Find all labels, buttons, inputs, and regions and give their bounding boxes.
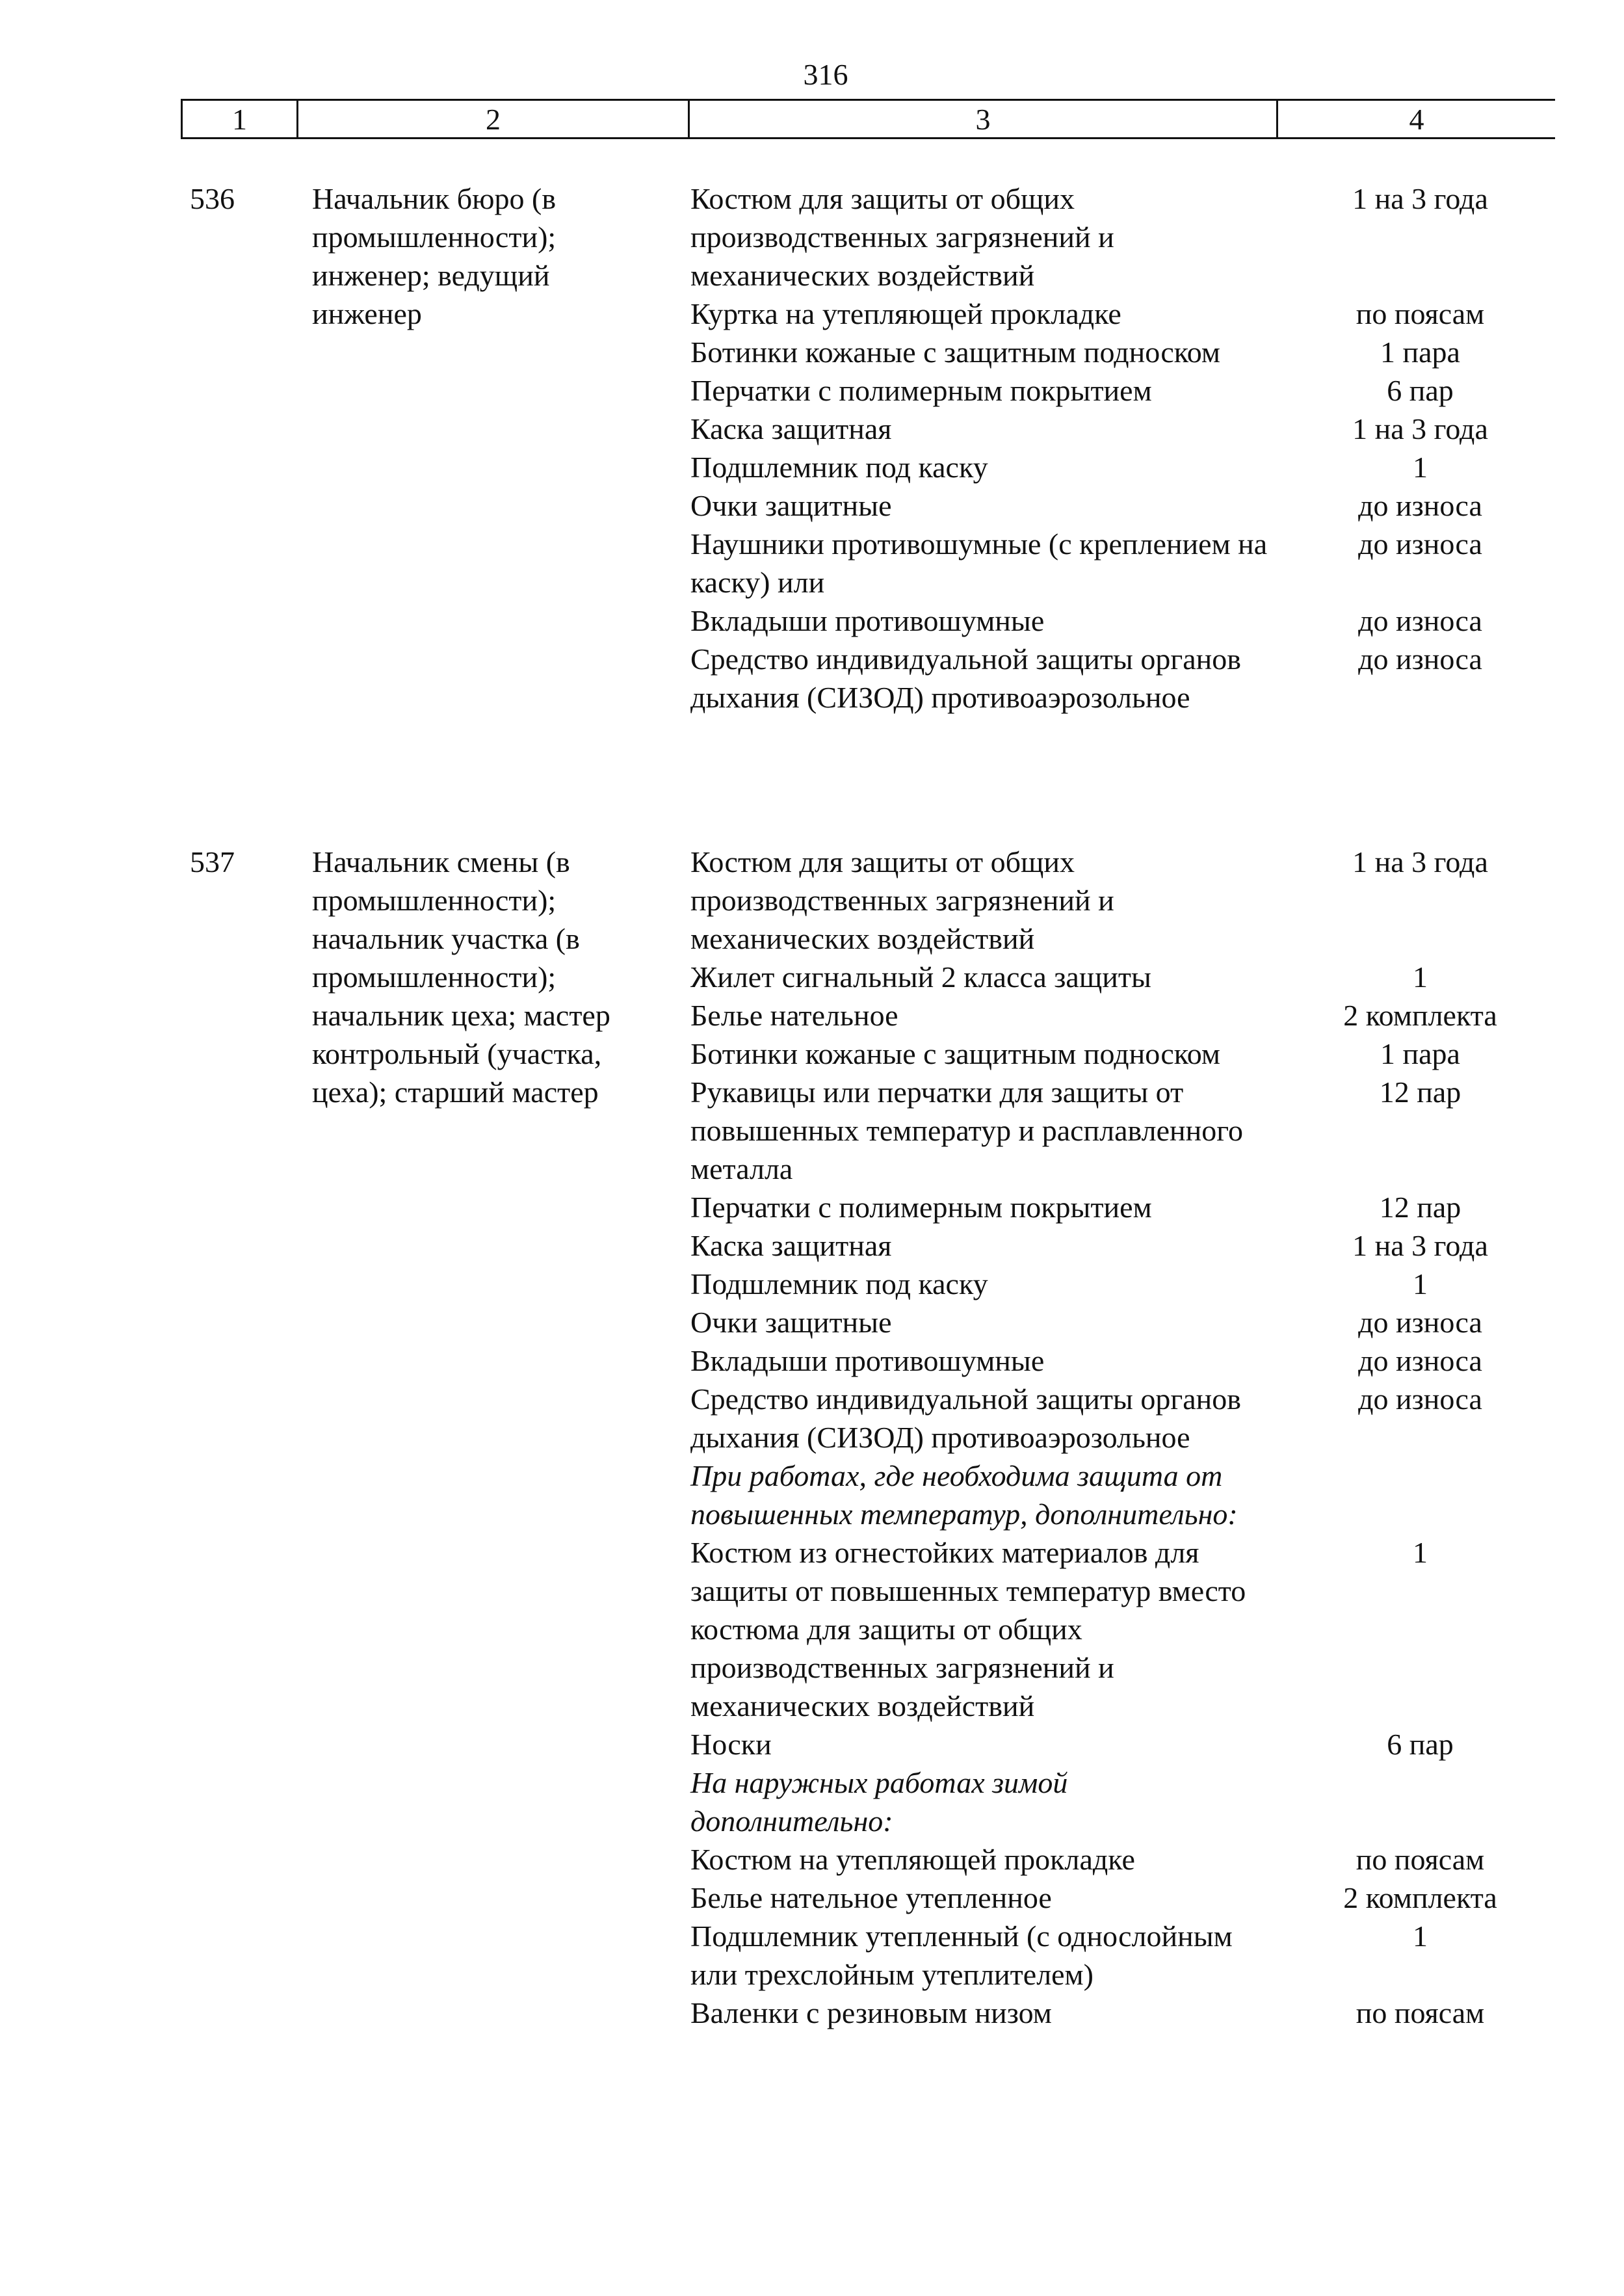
item-name: Куртка на утепляющей прокладке: [690, 297, 1121, 330]
item-row: [690, 640, 1555, 717]
item-norm: 1: [1413, 1920, 1428, 1953]
item-row: [690, 1533, 1555, 1725]
item-row: [690, 1303, 1555, 1341]
item-name: Очки защитные: [690, 489, 892, 522]
item-row: [690, 1917, 1555, 1994]
entry-position: Начальник бюро (в промышленности); инженер; ведущий инженер: [312, 182, 557, 330]
item-norm: 2 комплекта: [1343, 1881, 1497, 1914]
item-name: Вкладыши противошумные: [690, 604, 1045, 637]
item-name: Жилет сигнальный 2 класса защиты: [690, 960, 1151, 994]
item-name: Валенки с резиновым низом: [690, 1996, 1052, 2029]
item-norm: 1 на 3 года: [1352, 182, 1488, 215]
item-row: [690, 1265, 1555, 1303]
condition-note: [690, 1457, 1555, 1533]
item-row: [690, 410, 1555, 448]
item-row: [690, 179, 1555, 295]
item-name: Ботинки кожаные с защитным подноском: [690, 336, 1221, 369]
item-norm: 12 пар: [1379, 1191, 1461, 1224]
column-header-table: [181, 99, 1555, 139]
entry-position: Начальник смены (в промышленности); начальник участка (в промышленности); начальник цеха; мастер контрольный (участка, цеха); старший мастер: [312, 845, 610, 1109]
item-name: Средство индивидуальной защиты органов дыхания (СИЗОД) противоаэрозольное: [690, 642, 1241, 714]
item-row: [690, 333, 1555, 371]
item-name: Рукавицы или перчатки для защиты от повышенных температур и расплавленного металла: [690, 1075, 1243, 1185]
item-row: [690, 958, 1555, 996]
item-name: Носки: [690, 1728, 772, 1761]
item-name: Средство индивидуальной защиты органов дыхания (СИЗОД) противоаэрозольное: [690, 1382, 1241, 1454]
item-row: [690, 843, 1555, 958]
item-row: [690, 1994, 1555, 2032]
item-norm: до износа: [1358, 604, 1482, 637]
item-norm: 1: [1413, 1536, 1428, 1569]
item-norm: 1 пара: [1380, 1037, 1460, 1070]
column-header-row: [182, 100, 1556, 139]
item-name: Перчатки с полимерным покрытием: [690, 374, 1152, 407]
item-name: Вкладыши противошумные: [690, 1344, 1045, 1377]
item-name: Каска защитная: [690, 412, 892, 445]
item-norm: по поясам: [1356, 1843, 1485, 1876]
condition-note-text: При работах, где необходима защита от повышенных температур, дополнительно:: [690, 1459, 1238, 1531]
item-norm: 6 пар: [1387, 374, 1454, 407]
item-row: [690, 1188, 1555, 1226]
item-name: Ботинки кожаные с защитным подноском: [690, 1037, 1221, 1070]
item-name: Подшлемник под каску: [690, 1267, 988, 1300]
item-norm: 12 пар: [1379, 1075, 1461, 1109]
item-row: [690, 1073, 1555, 1188]
page-number: 316: [803, 58, 848, 91]
item-name: Наушники противошумные (с креплением на каску) или: [690, 527, 1268, 599]
item-norm: до износа: [1358, 527, 1482, 561]
column-header-2: 2: [298, 100, 689, 139]
item-row: [690, 1035, 1555, 1073]
condition-note-text: На наружных работах зимой дополнительно:: [690, 1766, 1068, 1838]
item-norm: по поясам: [1356, 1996, 1485, 2029]
item-norm: 1 на 3 года: [1352, 1229, 1488, 1262]
item-norm: до износа: [1358, 489, 1482, 522]
item-norm: до износа: [1358, 1344, 1482, 1377]
entry-number: 537: [190, 845, 235, 878]
item-name: Костюм для защиты от общих производственных загрязнений и механических воздействий: [690, 182, 1114, 292]
item-name: Перчатки с полимерным покрытием: [690, 1191, 1152, 1224]
item-name: Белье нательное: [690, 999, 898, 1032]
column-header-1: 1: [182, 100, 298, 139]
item-norm: 1: [1413, 1267, 1428, 1300]
item-norm: 1: [1413, 451, 1428, 484]
entry-items: [690, 179, 1555, 717]
item-row: [690, 525, 1555, 601]
item-norm: 6 пар: [1387, 1728, 1454, 1761]
item-row: [690, 1341, 1555, 1380]
item-name: Белье нательное утепленное: [690, 1881, 1052, 1914]
item-norm: до износа: [1358, 1382, 1482, 1416]
item-name: Подшлемник под каску: [690, 451, 988, 484]
item-row: [690, 1879, 1555, 1917]
item-norm: 2 комплекта: [1343, 999, 1497, 1032]
item-name: Костюм из огнестойких материалов для защиты от повышенных температур вместо костюма для защиты от общих производственных загрязнений и механических воздействий: [690, 1536, 1246, 1722]
item-norm: 1 пара: [1380, 336, 1460, 369]
item-norm: до износа: [1358, 1306, 1482, 1339]
condition-note: [690, 1763, 1555, 1840]
item-row: [690, 295, 1555, 333]
item-name: Костюм для защиты от общих производственных загрязнений и механических воздействий: [690, 845, 1114, 955]
item-norm: 1 на 3 года: [1352, 845, 1488, 878]
item-name: Костюм на утепляющей прокладке: [690, 1843, 1135, 1876]
entry-number: 536: [190, 182, 235, 215]
item-row: [690, 486, 1555, 525]
entry-items: [690, 843, 1555, 2032]
item-row: [690, 371, 1555, 410]
item-row: [690, 1380, 1555, 1457]
item-name: Каска защитная: [690, 1229, 892, 1262]
item-name: Очки защитные: [690, 1306, 892, 1339]
column-header-4: 4: [1277, 100, 1556, 139]
item-norm: до износа: [1358, 642, 1482, 676]
item-row: [690, 1725, 1555, 1763]
item-norm: 1: [1413, 960, 1428, 994]
item-row: [690, 601, 1555, 640]
column-header-3: 3: [689, 100, 1277, 139]
item-name: Подшлемник утепленный (с однослойным или трехслойным утеплителем): [690, 1920, 1233, 1991]
item-norm: по поясам: [1356, 297, 1485, 330]
item-row: [690, 996, 1555, 1035]
item-row: [690, 1226, 1555, 1265]
item-row: [690, 448, 1555, 486]
item-row: [690, 1840, 1555, 1879]
item-norm: 1 на 3 года: [1352, 412, 1488, 445]
